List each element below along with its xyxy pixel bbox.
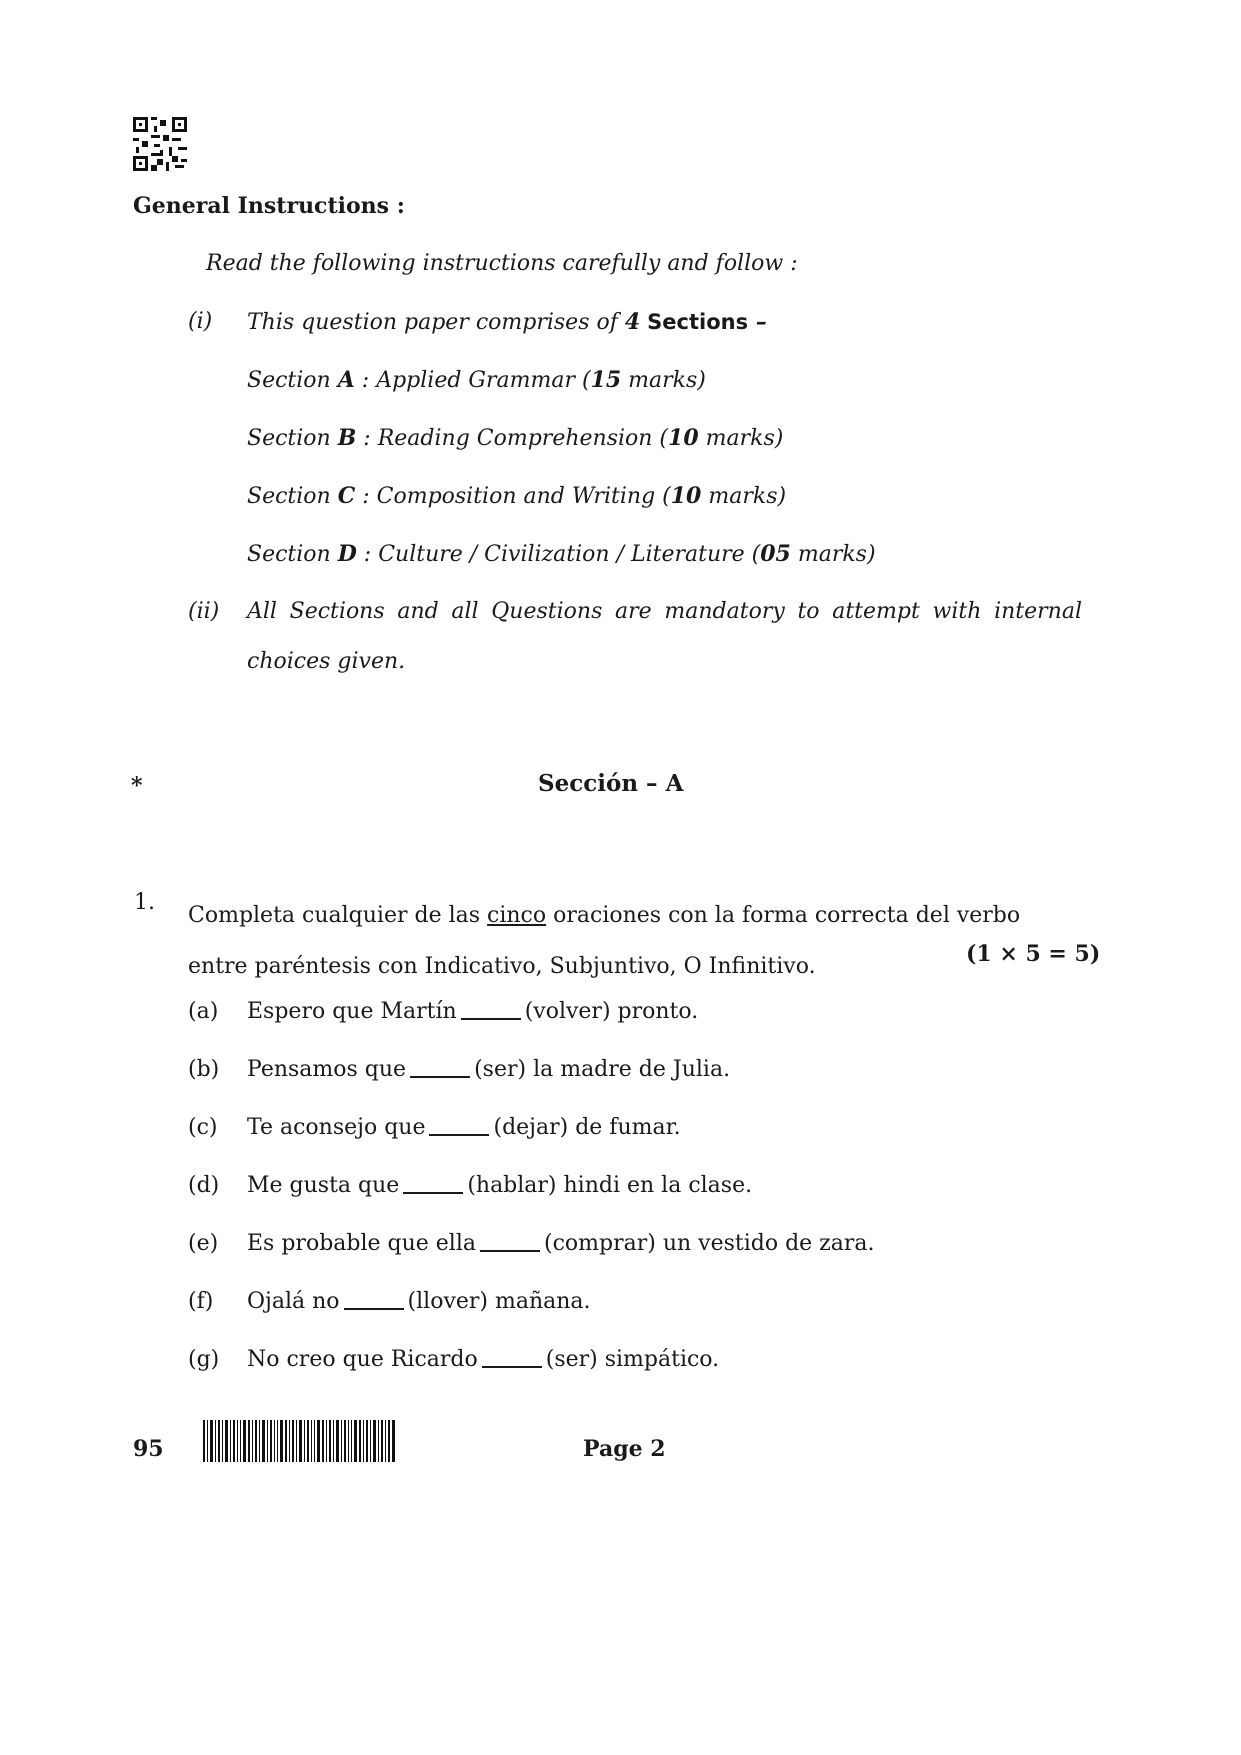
- question-line-2: entre paréntesis con Indicativo, Subjuntivo, O Infinitivo.: [188, 954, 816, 979]
- section-d-line: Section D : Culture / Civilization / Literature (05 marks): [247, 541, 876, 567]
- item-b-text: Pensamos que (ser) la madre de Julia.: [247, 1057, 731, 1082]
- section-star: *: [131, 773, 143, 799]
- page-number: Page 2: [583, 1436, 666, 1462]
- item-letter-b: (b): [188, 1057, 220, 1082]
- item-letter-c: (c): [188, 1115, 218, 1140]
- answer-blank[interactable]: [344, 1290, 404, 1310]
- underlined-word: cinco: [487, 903, 547, 928]
- section-c-line: Section C : Composition and Writing (10 marks): [247, 483, 787, 509]
- section-title: Sección – A: [538, 770, 684, 797]
- item-d-text: Me gusta que (hablar) hindi en la clase.: [247, 1173, 753, 1198]
- qr-code: [133, 117, 187, 171]
- item-letter-a: (a): [188, 999, 219, 1024]
- question-line-1: Completa cualquier de las cinco oraciones con la forma correcta del verbo: [188, 903, 1021, 928]
- instruction-i-text: This question paper comprises of 4 Sections –: [247, 309, 767, 335]
- answer-blank[interactable]: [482, 1348, 542, 1368]
- question-text: [188, 890, 1088, 992]
- item-c-text: Te aconsejo que (dejar) de fumar.: [247, 1115, 681, 1140]
- item-f-text: Ojalá no (llover) mañana.: [247, 1289, 591, 1314]
- instructions-intro: Read the following instructions carefully and follow :: [206, 251, 798, 276]
- item-letter-d: (d): [188, 1173, 220, 1198]
- instruction-number-i: (i): [188, 309, 213, 334]
- answer-blank[interactable]: [403, 1174, 463, 1194]
- item-g-text: No creo que Ricardo (ser) simpático.: [247, 1347, 720, 1372]
- item-letter-g: (g): [188, 1347, 220, 1372]
- question-marks: (1 × 5 = 5): [966, 941, 1101, 967]
- instruction-ii-line1: All Sections and all Questions are mandatory to attempt with internal: [247, 599, 1082, 624]
- item-letter-e: (e): [188, 1231, 219, 1256]
- section-b-line: Section B : Reading Comprehension (10 marks): [247, 425, 784, 451]
- answer-blank[interactable]: [429, 1116, 489, 1136]
- item-e-text: Es probable que ella (comprar) un vestido de zara.: [247, 1231, 875, 1256]
- barcode: [203, 1420, 395, 1462]
- answer-blank[interactable]: [410, 1058, 470, 1078]
- answer-blank[interactable]: [461, 1000, 521, 1020]
- instruction-number-ii: (ii): [188, 599, 220, 624]
- item-letter-f: (f): [188, 1289, 214, 1314]
- paper-code: 95: [133, 1436, 164, 1462]
- item-a-text: Espero que Martín (volver) pronto.: [247, 999, 699, 1024]
- instruction-ii-line2: choices given.: [247, 649, 406, 674]
- question-number: 1.: [134, 890, 155, 915]
- answer-blank[interactable]: [480, 1232, 540, 1252]
- section-a-line: Section A : Applied Grammar (15 marks): [247, 367, 706, 393]
- general-instructions-heading: General Instructions :: [133, 193, 405, 219]
